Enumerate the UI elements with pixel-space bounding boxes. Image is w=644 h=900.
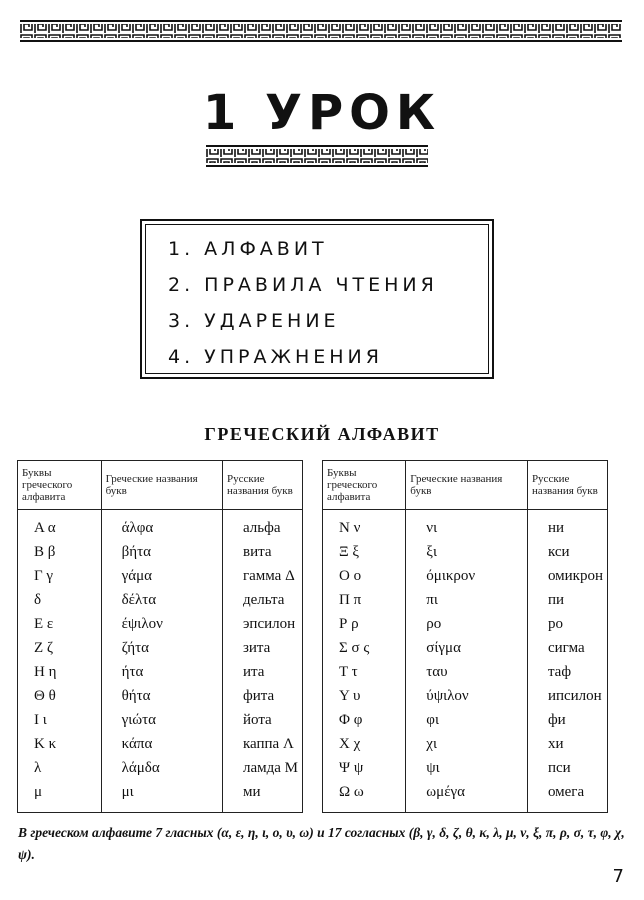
lesson-contents-box — [140, 219, 494, 379]
russian-name-cell: пи — [547, 591, 564, 608]
greek-name-cell: κάπα — [101, 732, 222, 756]
russian-name-cell: таф — [547, 663, 572, 680]
russian-name-cell: кси — [547, 543, 570, 560]
greek-name-cell: ύψιλον — [406, 684, 528, 708]
greek-name-cell: χι — [406, 732, 528, 756]
table-row — [18, 564, 303, 588]
greek-letter-cell: Ζ ζ — [18, 636, 102, 660]
table-row — [323, 510, 608, 541]
greek-name-cell: όμικρον — [406, 564, 528, 588]
greek-letter-cell: Ξ ξ — [323, 540, 406, 564]
greek-letter-cell: Ρ ρ — [323, 612, 406, 636]
greek-name-cell: ωμέγα — [406, 780, 528, 813]
greek-letter-cell: Τ τ — [323, 660, 406, 684]
greek-letter-cell: Κ κ — [18, 732, 102, 756]
table-row — [323, 732, 608, 756]
russian-name-cell: омикрон — [547, 567, 603, 584]
contents-item: 1. АЛФАВИТ — [168, 238, 328, 260]
russian-name-cell: ни — [547, 519, 564, 536]
greek-name-cell: δέλτα — [101, 588, 222, 612]
russian-name-cell: альфа — [242, 519, 281, 536]
russian-name-cell: фита — [242, 687, 275, 704]
table-row — [18, 612, 303, 636]
table-row — [323, 708, 608, 732]
greek-letter-cell: Α α — [18, 510, 102, 541]
table-row — [18, 684, 303, 708]
table-row — [323, 588, 608, 612]
greek-name-cell: ταυ — [406, 660, 528, 684]
greek-name-cell: σίγμα — [406, 636, 528, 660]
greek-name-cell: ψι — [406, 756, 528, 780]
vowels-consonants-note: В греческом алфавите 7 гласных (α, ε, η, ι, ο, υ, ω) и 17 согласных (β, γ, δ, ζ, θ, κ, λ, μ, ν, ξ, π, ρ, σ, τ, φ, χ, ψ). — [18, 825, 625, 862]
table-row — [323, 564, 608, 588]
header-greek-names: Греческие названия букв — [101, 461, 222, 510]
russian-name-cell: зита — [242, 639, 271, 656]
title-meander-border — [206, 144, 428, 168]
russian-name-cell: хи — [547, 735, 564, 752]
russian-name-cell: каппа Λ — [242, 735, 294, 752]
russian-name-cell: йота — [242, 711, 272, 728]
greek-letter-cell: λ — [18, 756, 102, 780]
table-row — [323, 540, 608, 564]
alphabet-heading: ГРЕЧЕСКИЙ АЛФАВИТ — [204, 424, 440, 444]
table-row — [323, 612, 608, 636]
table-header-row — [18, 461, 303, 510]
table-row — [18, 732, 303, 756]
table-row — [323, 660, 608, 684]
greek-letter-cell: Η η — [18, 660, 102, 684]
greek-letter-cell: Θ θ — [18, 684, 102, 708]
russian-name-cell: вита — [242, 543, 272, 560]
greek-name-cell: έψιλον — [101, 612, 222, 636]
alphabet-table-left — [17, 460, 303, 813]
greek-name-cell: γιώτα — [101, 708, 222, 732]
greek-letter-cell: Υ υ — [323, 684, 406, 708]
greek-letter-cell: μ — [18, 780, 102, 813]
greek-name-cell: θήτα — [101, 684, 222, 708]
table-row — [18, 660, 303, 684]
table-row — [323, 756, 608, 780]
greek-letter-cell: Γ γ — [18, 564, 102, 588]
greek-letter-cell: Σ σ ς — [323, 636, 406, 660]
alphabet-rows-left — [18, 510, 303, 813]
greek-name-cell: γάμα — [101, 564, 222, 588]
contents-item: 2. ПРАВИЛА ЧТЕНИЯ — [168, 274, 438, 296]
greek-letter-cell: Ε ε — [18, 612, 102, 636]
table-header-row — [323, 461, 608, 510]
top-meander-border — [20, 20, 622, 42]
header-greek-names: Греческие названия букв — [406, 461, 528, 510]
greek-name-cell: νι — [406, 510, 528, 541]
russian-name-cell: ро — [547, 615, 563, 632]
contents-item: 3. УДАРЕНИЕ — [168, 310, 340, 332]
russian-name-cell: ми — [242, 783, 261, 800]
russian-name-cell: сигма — [547, 639, 585, 656]
greek-letter-cell: Ψ ψ — [323, 756, 406, 780]
greek-name-cell: ζήτα — [101, 636, 222, 660]
header-russian-names: Русские названия букв — [527, 461, 607, 510]
russian-name-cell: пси — [547, 759, 571, 776]
greek-name-cell: φι — [406, 708, 528, 732]
greek-letter-cell: Π π — [323, 588, 406, 612]
greek-name-cell: βήτα — [101, 540, 222, 564]
table-row — [323, 780, 608, 813]
header-russian-names: Русские названия букв — [222, 461, 302, 510]
greek-name-cell: μι — [101, 780, 222, 813]
header-letters: Буквы греческого алфавита — [323, 461, 406, 510]
russian-name-cell: дельта — [242, 591, 285, 608]
russian-name-cell: эпсилон — [242, 615, 296, 632]
greek-name-cell: λάμδα — [101, 756, 222, 780]
greek-letter-cell: Β β — [18, 540, 102, 564]
table-row — [18, 588, 303, 612]
russian-name-cell: ламда Μ — [242, 759, 298, 776]
lesson-title: 1 УРОК — [202, 85, 442, 141]
greek-letter-cell: Ι ι — [18, 708, 102, 732]
table-row — [18, 636, 303, 660]
russian-name-cell: гамма Δ — [242, 567, 295, 584]
russian-name-cell: фи — [547, 711, 566, 728]
table-row — [18, 756, 303, 780]
contents-item: 4. УПРАЖНЕНИЯ — [168, 346, 383, 368]
greek-letter-cell: Φ φ — [323, 708, 406, 732]
greek-name-cell: άλφα — [101, 510, 222, 541]
greek-name-cell: πι — [406, 588, 528, 612]
greek-name-cell: ξι — [406, 540, 528, 564]
table-row — [323, 636, 608, 660]
table-row — [18, 510, 303, 541]
table-row — [323, 684, 608, 708]
greek-letter-cell: δ — [18, 588, 102, 612]
greek-letter-cell: Χ χ — [323, 732, 406, 756]
greek-letter-cell: Ω ω — [323, 780, 406, 813]
table-row — [18, 780, 303, 813]
header-letters: Буквы греческого алфавита — [18, 461, 102, 510]
table-row — [18, 540, 303, 564]
russian-name-cell: ита — [242, 663, 265, 680]
table-row — [18, 708, 303, 732]
page-number: 7 — [612, 866, 624, 887]
alphabet-table-right — [322, 460, 608, 813]
lesson-contents-list — [168, 231, 438, 375]
russian-name-cell: омега — [547, 783, 585, 800]
greek-name-cell: ρο — [406, 612, 528, 636]
greek-letter-cell: Ν ν — [323, 510, 406, 541]
russian-name-cell: ипсилон — [547, 687, 602, 704]
greek-name-cell: ήτα — [101, 660, 222, 684]
alphabet-rows-right — [323, 510, 608, 813]
greek-letter-cell: Ο ο — [323, 564, 406, 588]
